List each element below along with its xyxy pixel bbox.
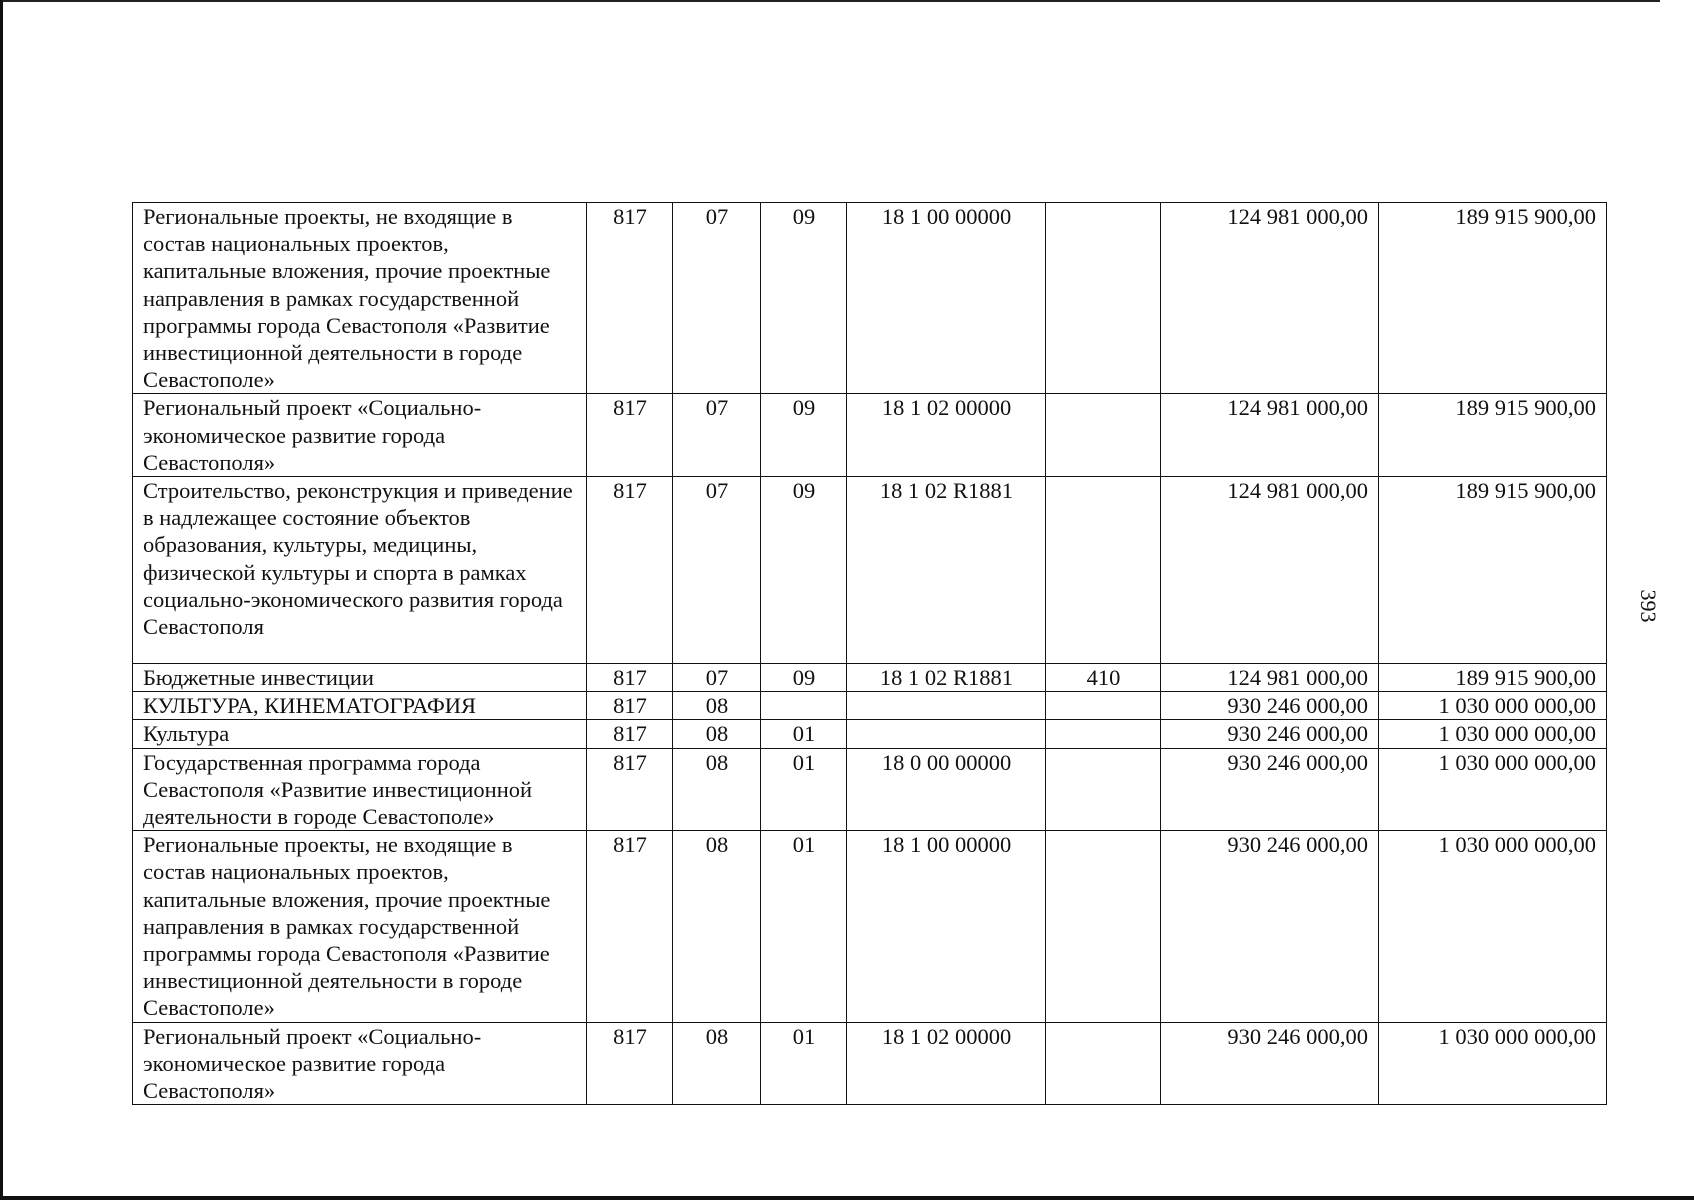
amount-year-2: 1 030 000 000,00 <box>1379 720 1607 748</box>
amount-year-2: 1 030 000 000,00 <box>1379 692 1607 720</box>
ved-code: 817 <box>587 477 673 664</box>
amount-year-1: 124 981 000,00 <box>1161 394 1379 477</box>
ved-code: 817 <box>587 203 673 394</box>
target-article-code: 18 1 02 R1881 <box>847 477 1046 664</box>
amount-year-1: 930 246 000,00 <box>1161 720 1379 748</box>
page-number: 393 <box>1636 589 1661 623</box>
ved-code: 817 <box>587 692 673 720</box>
amount-year-2: 189 915 900,00 <box>1379 203 1607 394</box>
ved-code: 817 <box>587 394 673 477</box>
subsection-code: 01 <box>761 720 847 748</box>
row-name: Региональный проект «Социально-экономическое развитие города Севастополя» <box>133 1022 587 1105</box>
section-code: 07 <box>673 477 761 664</box>
ved-code: 817 <box>587 664 673 692</box>
expense-type-code <box>1046 748 1161 831</box>
target-article-code <box>847 692 1046 720</box>
budget-table <box>132 202 1607 1105</box>
subsection-code: 01 <box>761 831 847 1022</box>
ved-code: 817 <box>587 748 673 831</box>
section-code: 08 <box>673 692 761 720</box>
subsection-code: 01 <box>761 1022 847 1105</box>
table-row <box>133 203 1607 394</box>
amount-year-2: 1 030 000 000,00 <box>1379 831 1607 1022</box>
subsection-code: 09 <box>761 394 847 477</box>
row-name: Культура <box>133 720 587 748</box>
scan-border-top <box>0 0 1660 2</box>
amount-year-1: 930 246 000,00 <box>1161 748 1379 831</box>
ved-code: 817 <box>587 1022 673 1105</box>
target-article-code: 18 1 00 00000 <box>847 831 1046 1022</box>
table-row <box>133 477 1607 664</box>
expense-type-code <box>1046 1022 1161 1105</box>
table-row <box>133 1022 1607 1105</box>
expense-type-code <box>1046 720 1161 748</box>
section-code: 07 <box>673 394 761 477</box>
section-code: 08 <box>673 831 761 1022</box>
ved-code: 817 <box>587 720 673 748</box>
amount-year-1: 930 246 000,00 <box>1161 1022 1379 1105</box>
table-row <box>133 692 1607 720</box>
amount-year-2: 1 030 000 000,00 <box>1379 1022 1607 1105</box>
section-code: 07 <box>673 664 761 692</box>
section-code: 07 <box>673 203 761 394</box>
target-article-code: 18 1 02 R1881 <box>847 664 1046 692</box>
scan-border-left <box>0 0 3 1200</box>
subsection-code <box>761 692 847 720</box>
amount-year-1: 124 981 000,00 <box>1161 477 1379 664</box>
amount-year-2: 189 915 900,00 <box>1379 477 1607 664</box>
row-name: Региональные проекты, не входящие в состав национальных проектов, капитальные вложения, прочие проектные направления в рамках государственной программы города Севастополя «Развитие инвестиционной деятельности в городе Севастополе» <box>133 831 587 1022</box>
subsection-code: 09 <box>761 664 847 692</box>
row-name: Бюджетные инвестиции <box>133 664 587 692</box>
target-article-code: 18 0 00 00000 <box>847 748 1046 831</box>
target-article-code: 18 1 02 00000 <box>847 1022 1046 1105</box>
subsection-code: 01 <box>761 748 847 831</box>
expense-type-code <box>1046 477 1161 664</box>
scan-border-bottom <box>0 1196 1694 1200</box>
row-name: Региональный проект «Социально-экономическое развитие города Севастополя» <box>133 394 587 477</box>
ved-code: 817 <box>587 831 673 1022</box>
subsection-code: 09 <box>761 477 847 664</box>
row-name: Государственная программа города Севастополя «Развитие инвестиционной деятельности в городе Севастополе» <box>133 748 587 831</box>
expense-type-code: 410 <box>1046 664 1161 692</box>
amount-year-1: 930 246 000,00 <box>1161 831 1379 1022</box>
amount-year-2: 1 030 000 000,00 <box>1379 748 1607 831</box>
amount-year-1: 930 246 000,00 <box>1161 692 1379 720</box>
row-name: Региональные проекты, не входящие в состав национальных проектов, капитальные вложения, прочие проектные направления в рамках государственной программы города Севастополя «Развитие инвестиционной деятельности в городе Севастополе» <box>133 203 587 394</box>
row-name: Строительство, реконструкция и приведение в надлежащее состояние объектов образования, культуры, медицины, физической культуры и спорта в рамках социально-экономического развития города Севастополя <box>133 477 587 664</box>
expense-type-code <box>1046 831 1161 1022</box>
amount-year-2: 189 915 900,00 <box>1379 394 1607 477</box>
target-article-code <box>847 720 1046 748</box>
table-row <box>133 394 1607 477</box>
table-row <box>133 720 1607 748</box>
table-row <box>133 664 1607 692</box>
subsection-code: 09 <box>761 203 847 394</box>
section-code: 08 <box>673 748 761 831</box>
section-code: 08 <box>673 1022 761 1105</box>
amount-year-1: 124 981 000,00 <box>1161 203 1379 394</box>
target-article-code: 18 1 00 00000 <box>847 203 1046 394</box>
amount-year-1: 124 981 000,00 <box>1161 664 1379 692</box>
expense-type-code <box>1046 203 1161 394</box>
target-article-code: 18 1 02 00000 <box>847 394 1046 477</box>
amount-year-2: 189 915 900,00 <box>1379 664 1607 692</box>
expense-type-code <box>1046 692 1161 720</box>
section-code: 08 <box>673 720 761 748</box>
row-name: КУЛЬТУРА, КИНЕМАТОГРАФИЯ <box>133 692 587 720</box>
table-row <box>133 831 1607 1022</box>
table-row <box>133 748 1607 831</box>
expense-type-code <box>1046 394 1161 477</box>
